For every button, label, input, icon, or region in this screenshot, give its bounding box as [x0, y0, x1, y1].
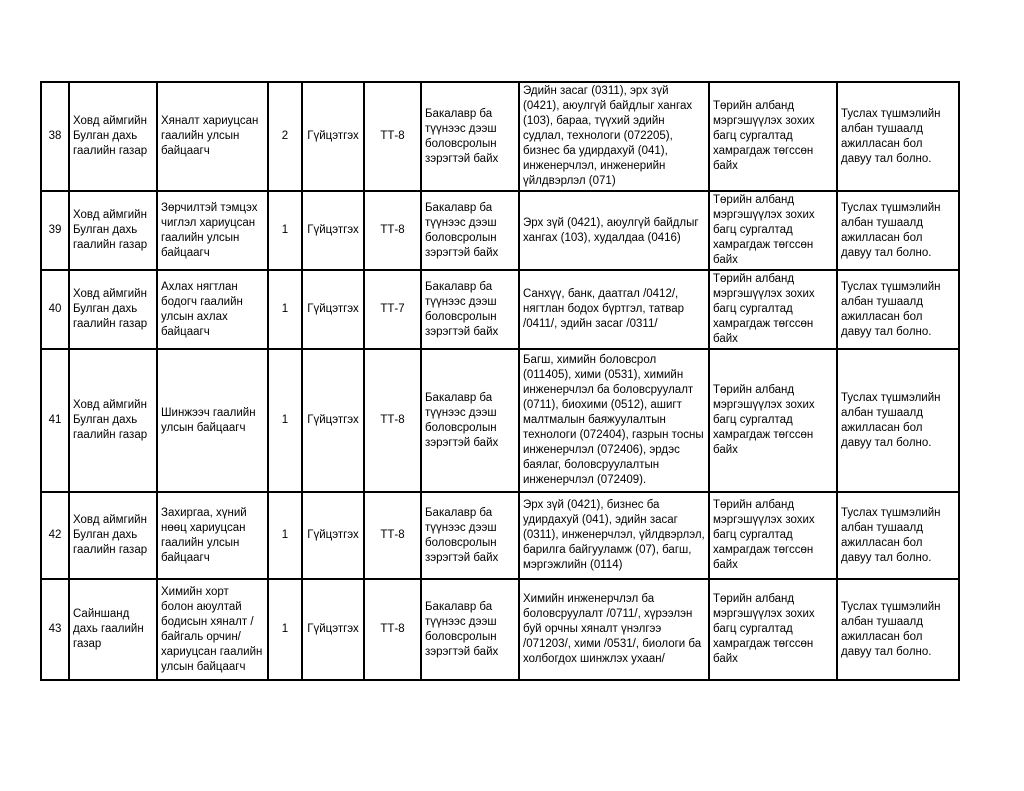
cell-duty: Гүйцэтгэх: [302, 349, 364, 492]
cell-grade: ТТ-8: [364, 82, 421, 191]
cell-profession: Санхүү, банк, даатгал /0412/, нягтлан бодох бүртгэл, татвар /0411/, эдийн засаг /0311/: [519, 270, 709, 349]
table-row: [41, 492, 959, 579]
cell-count: 1: [268, 579, 302, 680]
cell-education: Бакалавр ба түүнээс дээш боловсролын зэрэгтэй байх: [421, 349, 519, 492]
cell-training: Төрийн албанд мэргэшүүлэх зохих багц сургалтад хамрагдаж төгссөн байх: [709, 492, 837, 579]
cell-preference: Туслах түшмэлийн албан тушаалд ажилласан бол давуу тал болно.: [837, 270, 959, 349]
cell-profession: Эрх зүй (0421), бизнес ба удирдахуй (041), эдийн засаг (0311), инженерчлэл, үйлдвэрлэл, барилга байгууламж (07), багш, мэргэжлийн (0114): [519, 492, 709, 579]
cell-row-number: 39: [41, 191, 69, 270]
cell-grade: ТТ-8: [364, 492, 421, 579]
cell-count: 1: [268, 492, 302, 579]
cell-preference: Туслах түшмэлийн албан тушаалд ажилласан бол давуу тал болно.: [837, 191, 959, 270]
cell-duty: Гүйцэтгэх: [302, 270, 364, 349]
table-row: [41, 349, 959, 492]
cell-grade: ТТ-8: [364, 579, 421, 680]
cell-count: 1: [268, 191, 302, 270]
cell-profession: Эдийн засаг (0311), эрх зүй (0421), аюулгүй байдлыг хангах (103), бараа, түүхий эдийн судлал, технологи (072205), бизнес ба удирдахуй (041), инженерчлэл, инженерийн үйлдвэрлэл (071): [519, 82, 709, 191]
cell-count: 2: [268, 82, 302, 191]
cell-grade: ТТ-8: [364, 191, 421, 270]
cell-grade: ТТ-7: [364, 270, 421, 349]
cell-row-number: 43: [41, 579, 69, 680]
cell-office: Ховд аймгийн Булган дахь гаалийн газар: [69, 349, 157, 492]
cell-education: Бакалавр ба түүнээс дээш боловсролын зэрэгтэй байх: [421, 492, 519, 579]
cell-preference: Туслах түшмэлийн албан тушаалд ажилласан бол давуу тал болно.: [837, 492, 959, 579]
cell-office: Ховд аймгийн Булган дахь гаалийн газар: [69, 191, 157, 270]
cell-row-number: 42: [41, 492, 69, 579]
cell-preference: Туслах түшмэлийн албан тушаалд ажилласан бол давуу тал болно.: [837, 349, 959, 492]
cell-profession: Эрх зүй (0421), аюулгүй байдлыг хангах (103), худалдаа (0416): [519, 191, 709, 270]
cell-training: Төрийн албанд мэргэшүүлэх зохих багц сургалтад хамрагдаж төгссөн байх: [709, 579, 837, 680]
cell-position: Зөрчилтэй тэмцэх чиглэл хариуцсан гаалийн улсын байцаагч: [157, 191, 268, 270]
cell-profession: Багш, химийн боловсрол (011405), хими (0531), химийн инженерчлэл ба боловсруулалт (0711), биохими (0512), ашигт малтмалын баяжуулалтын технологи (072404), газрын тосны инженерчлэл (072406), эрдэс баялаг, боловсруулалтын инженерчлэл (072409).: [519, 349, 709, 492]
cell-office: Ховд аймгийн Булган дахь гаалийн газар: [69, 492, 157, 579]
cell-office: Ховд аймгийн Булган дахь гаалийн газар: [69, 270, 157, 349]
cell-position: Химийн хорт болон аюултай бодисын хяналт /байгаль орчин/ хариуцсан гаалийн улсын байцаагч: [157, 579, 268, 680]
cell-preference: Туслах түшмэлийн албан тушаалд ажилласан бол давуу тал болно.: [837, 579, 959, 680]
cell-row-number: 38: [41, 82, 69, 191]
cell-office: Ховд аймгийн Булган дахь гаалийн газар: [69, 82, 157, 191]
cell-grade: ТТ-8: [364, 349, 421, 492]
cell-training: Төрийн албанд мэргэшүүлэх зохих багц сургалтад хамрагдаж төгссөн байх: [709, 270, 837, 349]
cell-duty: Гүйцэтгэх: [302, 82, 364, 191]
cell-duty: Гүйцэтгэх: [302, 579, 364, 680]
table-row: [41, 579, 959, 680]
cell-position: Ахлах нягтлан бодогч гаалийн улсын ахлах байцаагч: [157, 270, 268, 349]
cell-training: Төрийн албанд мэргэшүүлэх зохих багц сургалтад хамрагдаж төгссөн байх: [709, 82, 837, 191]
cell-count: 1: [268, 349, 302, 492]
cell-row-number: 41: [41, 349, 69, 492]
cell-training: Төрийн албанд мэргэшүүлэх зохих багц сургалтад хамрагдаж төгссөн байх: [709, 349, 837, 492]
cell-position: Шинжээч гаалийн улсын байцаагч: [157, 349, 268, 492]
table-row: [41, 82, 959, 191]
cell-duty: Гүйцэтгэх: [302, 492, 364, 579]
cell-education: Бакалавр ба түүнээс дээш боловсролын зэрэгтэй байх: [421, 270, 519, 349]
table-row: [41, 191, 959, 270]
cell-duty: Гүйцэтгэх: [302, 191, 364, 270]
cell-education: Бакалавр ба түүнээс дээш боловсролын зэрэгтэй байх: [421, 191, 519, 270]
cell-position: Хяналт хариуцсан гаалийн улсын байцаагч: [157, 82, 268, 191]
cell-training: Төрийн албанд мэргэшүүлэх зохих багц сургалтад хамрагдаж төгссөн байх: [709, 191, 837, 270]
cell-education: Бакалавр ба түүнээс дээш боловсролын зэрэгтэй байх: [421, 82, 519, 191]
cell-position: Захиргаа, хүний нөөц хариуцсан гаалийн улсын байцаагч: [157, 492, 268, 579]
cell-row-number: 40: [41, 270, 69, 349]
cell-office: Сайншанд дахь гаалийн газар: [69, 579, 157, 680]
table-row: [41, 270, 959, 349]
vacancy-table: [40, 81, 960, 681]
cell-count: 1: [268, 270, 302, 349]
cell-preference: Туслах түшмэлийн албан тушаалд ажилласан бол давуу тал болно.: [837, 82, 959, 191]
cell-profession: Химийн инженерчлэл ба боловсруулалт /0711/, хүрээлэн буй орчны хяналт үнэлгээ /071203/, хими /0531/, биологи ба холбогдох шинжлэх ухаан/: [519, 579, 709, 680]
cell-education: Бакалавр ба түүнээс дээш боловсролын зэрэгтэй байх: [421, 579, 519, 680]
